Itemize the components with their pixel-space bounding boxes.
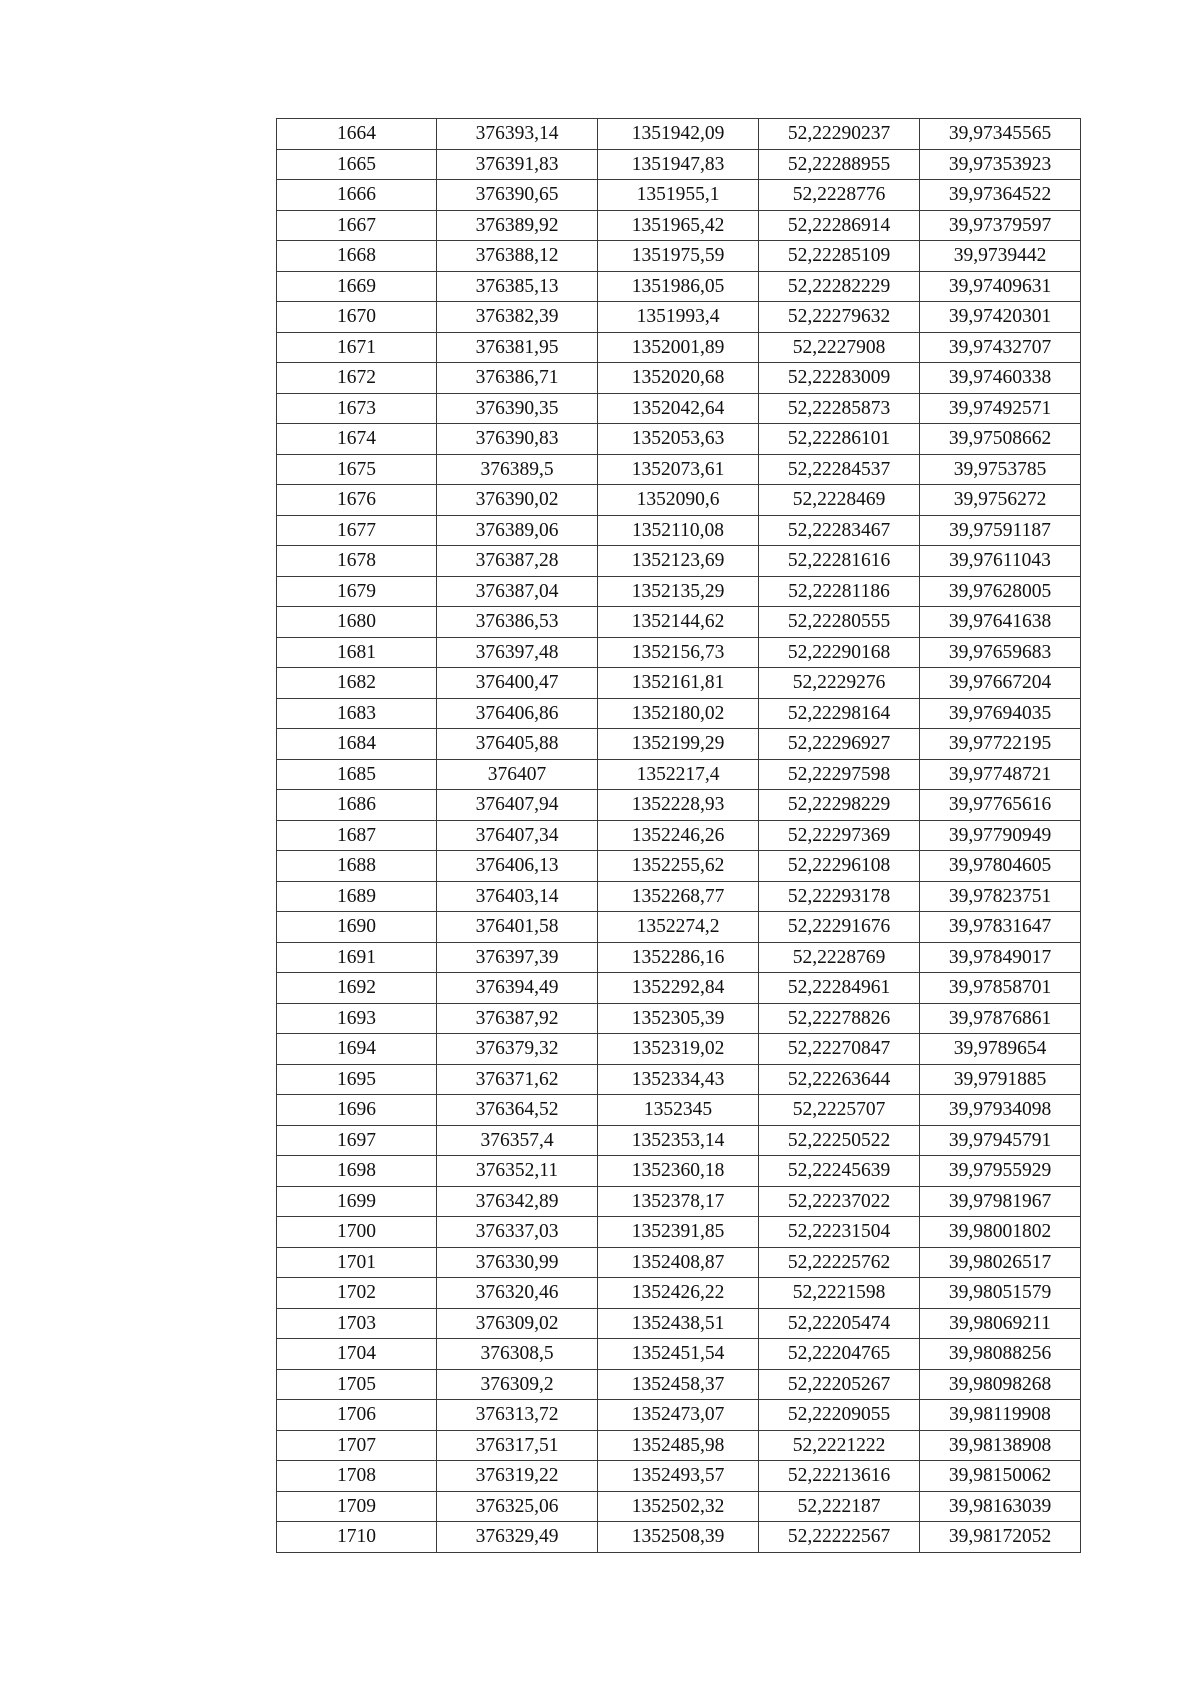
latitude-cell: 52,22282229 [759, 271, 920, 302]
longitude-cell: 39,98051579 [920, 1278, 1081, 1309]
latitude-cell: 52,22293178 [759, 881, 920, 912]
table-row [277, 1095, 1081, 1126]
latitude-cell: 52,22290237 [759, 119, 920, 150]
latitude-cell: 52,22270847 [759, 1034, 920, 1065]
x-coordinate-cell: 376309,2 [437, 1369, 598, 1400]
table-row [277, 363, 1081, 394]
latitude-cell: 52,22283009 [759, 363, 920, 394]
longitude-cell: 39,97694035 [920, 698, 1081, 729]
point-number-cell: 1682 [277, 668, 437, 699]
y-coordinate-cell: 1352426,22 [598, 1278, 759, 1309]
table-row [277, 180, 1081, 211]
y-coordinate-cell: 1352053,63 [598, 424, 759, 455]
latitude-cell: 52,2221598 [759, 1278, 920, 1309]
table-row [277, 942, 1081, 973]
x-coordinate-cell: 376386,71 [437, 363, 598, 394]
longitude-cell: 39,97628005 [920, 576, 1081, 607]
y-coordinate-cell: 1352345 [598, 1095, 759, 1126]
table-row [277, 607, 1081, 638]
x-coordinate-cell: 376371,62 [437, 1064, 598, 1095]
longitude-cell: 39,98163039 [920, 1491, 1081, 1522]
point-number-cell: 1702 [277, 1278, 437, 1309]
point-number-cell: 1668 [277, 241, 437, 272]
x-coordinate-cell: 376394,49 [437, 973, 598, 1004]
x-coordinate-cell: 376401,58 [437, 912, 598, 943]
y-coordinate-cell: 1352438,51 [598, 1308, 759, 1339]
point-number-cell: 1686 [277, 790, 437, 821]
point-number-cell: 1691 [277, 942, 437, 973]
x-coordinate-cell: 376389,5 [437, 454, 598, 485]
table-row [277, 1369, 1081, 1400]
table-row [277, 1400, 1081, 1431]
longitude-cell: 39,97432707 [920, 332, 1081, 363]
x-coordinate-cell: 376320,46 [437, 1278, 598, 1309]
x-coordinate-cell: 376387,04 [437, 576, 598, 607]
coordinates-table-body [277, 119, 1081, 1553]
x-coordinate-cell: 376389,06 [437, 515, 598, 546]
table-row [277, 1064, 1081, 1095]
longitude-cell: 39,97934098 [920, 1095, 1081, 1126]
x-coordinate-cell: 376390,65 [437, 180, 598, 211]
longitude-cell: 39,97460338 [920, 363, 1081, 394]
longitude-cell: 39,97831647 [920, 912, 1081, 943]
x-coordinate-cell: 376407,94 [437, 790, 598, 821]
point-number-cell: 1677 [277, 515, 437, 546]
latitude-cell: 52,22281616 [759, 546, 920, 577]
latitude-cell: 52,22288955 [759, 149, 920, 180]
longitude-cell: 39,97591187 [920, 515, 1081, 546]
longitude-cell: 39,98150062 [920, 1461, 1081, 1492]
table-row [277, 454, 1081, 485]
point-number-cell: 1674 [277, 424, 437, 455]
point-number-cell: 1709 [277, 1491, 437, 1522]
point-number-cell: 1710 [277, 1522, 437, 1553]
point-number-cell: 1707 [277, 1430, 437, 1461]
latitude-cell: 52,22298164 [759, 698, 920, 729]
table-row [277, 1186, 1081, 1217]
longitude-cell: 39,9789654 [920, 1034, 1081, 1065]
latitude-cell: 52,2227908 [759, 332, 920, 363]
table-row [277, 393, 1081, 424]
x-coordinate-cell: 376364,52 [437, 1095, 598, 1126]
point-number-cell: 1667 [277, 210, 437, 241]
y-coordinate-cell: 1352378,17 [598, 1186, 759, 1217]
point-number-cell: 1693 [277, 1003, 437, 1034]
y-coordinate-cell: 1352228,93 [598, 790, 759, 821]
coordinates-table [276, 118, 1081, 1553]
y-coordinate-cell: 1352493,57 [598, 1461, 759, 1492]
longitude-cell: 39,97858701 [920, 973, 1081, 1004]
longitude-cell: 39,9753785 [920, 454, 1081, 485]
y-coordinate-cell: 1352274,2 [598, 912, 759, 943]
y-coordinate-cell: 1352123,69 [598, 546, 759, 577]
point-number-cell: 1671 [277, 332, 437, 363]
table-row [277, 271, 1081, 302]
table-row [277, 546, 1081, 577]
latitude-cell: 52,22225762 [759, 1247, 920, 1278]
point-number-cell: 1701 [277, 1247, 437, 1278]
y-coordinate-cell: 1351993,4 [598, 302, 759, 333]
y-coordinate-cell: 1352073,61 [598, 454, 759, 485]
y-coordinate-cell: 1352217,4 [598, 759, 759, 790]
latitude-cell: 52,22297369 [759, 820, 920, 851]
point-number-cell: 1706 [277, 1400, 437, 1431]
point-number-cell: 1665 [277, 149, 437, 180]
x-coordinate-cell: 376390,02 [437, 485, 598, 516]
latitude-cell: 52,22284961 [759, 973, 920, 1004]
table-row [277, 1491, 1081, 1522]
latitude-cell: 52,22250522 [759, 1125, 920, 1156]
point-number-cell: 1683 [277, 698, 437, 729]
longitude-cell: 39,97955929 [920, 1156, 1081, 1187]
table-row [277, 1217, 1081, 1248]
longitude-cell: 39,97420301 [920, 302, 1081, 333]
x-coordinate-cell: 376407 [437, 759, 598, 790]
x-coordinate-cell: 376342,89 [437, 1186, 598, 1217]
longitude-cell: 39,97508662 [920, 424, 1081, 455]
x-coordinate-cell: 376325,06 [437, 1491, 598, 1522]
x-coordinate-cell: 376390,35 [437, 393, 598, 424]
point-number-cell: 1679 [277, 576, 437, 607]
longitude-cell: 39,97353923 [920, 149, 1081, 180]
latitude-cell: 52,22298229 [759, 790, 920, 821]
latitude-cell: 52,22297598 [759, 759, 920, 790]
longitude-cell: 39,97981967 [920, 1186, 1081, 1217]
point-number-cell: 1704 [277, 1339, 437, 1370]
longitude-cell: 39,9739442 [920, 241, 1081, 272]
longitude-cell: 39,98119908 [920, 1400, 1081, 1431]
point-number-cell: 1664 [277, 119, 437, 150]
table-row [277, 1003, 1081, 1034]
point-number-cell: 1703 [277, 1308, 437, 1339]
latitude-cell: 52,22231504 [759, 1217, 920, 1248]
latitude-cell: 52,22204765 [759, 1339, 920, 1370]
point-number-cell: 1669 [277, 271, 437, 302]
y-coordinate-cell: 1352020,68 [598, 363, 759, 394]
longitude-cell: 39,97748721 [920, 759, 1081, 790]
table-row [277, 1461, 1081, 1492]
x-coordinate-cell: 376387,28 [437, 546, 598, 577]
x-coordinate-cell: 376329,49 [437, 1522, 598, 1553]
x-coordinate-cell: 376386,53 [437, 607, 598, 638]
x-coordinate-cell: 376393,14 [437, 119, 598, 150]
y-coordinate-cell: 1352451,54 [598, 1339, 759, 1370]
table-row [277, 241, 1081, 272]
x-coordinate-cell: 376391,83 [437, 149, 598, 180]
point-number-cell: 1695 [277, 1064, 437, 1095]
latitude-cell: 52,22296927 [759, 729, 920, 760]
table-row [277, 759, 1081, 790]
y-coordinate-cell: 1352502,32 [598, 1491, 759, 1522]
point-number-cell: 1684 [277, 729, 437, 760]
y-coordinate-cell: 1352360,18 [598, 1156, 759, 1187]
table-row [277, 790, 1081, 821]
table-row [277, 973, 1081, 1004]
longitude-cell: 39,97765616 [920, 790, 1081, 821]
table-row [277, 1308, 1081, 1339]
table-row [277, 698, 1081, 729]
point-number-cell: 1690 [277, 912, 437, 943]
point-number-cell: 1670 [277, 302, 437, 333]
x-coordinate-cell: 376317,51 [437, 1430, 598, 1461]
point-number-cell: 1689 [277, 881, 437, 912]
y-coordinate-cell: 1352391,85 [598, 1217, 759, 1248]
longitude-cell: 39,9756272 [920, 485, 1081, 516]
longitude-cell: 39,97667204 [920, 668, 1081, 699]
x-coordinate-cell: 376357,4 [437, 1125, 598, 1156]
point-number-cell: 1700 [277, 1217, 437, 1248]
y-coordinate-cell: 1352199,29 [598, 729, 759, 760]
x-coordinate-cell: 376337,03 [437, 1217, 598, 1248]
x-coordinate-cell: 376313,72 [437, 1400, 598, 1431]
y-coordinate-cell: 1351965,42 [598, 210, 759, 241]
latitude-cell: 52,22279632 [759, 302, 920, 333]
y-coordinate-cell: 1352255,62 [598, 851, 759, 882]
x-coordinate-cell: 376308,5 [437, 1339, 598, 1370]
y-coordinate-cell: 1352110,08 [598, 515, 759, 546]
latitude-cell: 52,22245639 [759, 1156, 920, 1187]
table-row [277, 210, 1081, 241]
table-row [277, 851, 1081, 882]
table-row [277, 332, 1081, 363]
y-coordinate-cell: 1351942,09 [598, 119, 759, 150]
x-coordinate-cell: 376352,11 [437, 1156, 598, 1187]
longitude-cell: 39,9791885 [920, 1064, 1081, 1095]
y-coordinate-cell: 1352305,39 [598, 1003, 759, 1034]
y-coordinate-cell: 1352156,73 [598, 637, 759, 668]
longitude-cell: 39,98098268 [920, 1369, 1081, 1400]
latitude-cell: 52,2228769 [759, 942, 920, 973]
table-row [277, 668, 1081, 699]
longitude-cell: 39,97409631 [920, 271, 1081, 302]
longitude-cell: 39,97364522 [920, 180, 1081, 211]
point-number-cell: 1680 [277, 607, 437, 638]
table-row [277, 576, 1081, 607]
table-row [277, 912, 1081, 943]
point-number-cell: 1694 [277, 1034, 437, 1065]
y-coordinate-cell: 1351955,1 [598, 180, 759, 211]
y-coordinate-cell: 1352353,14 [598, 1125, 759, 1156]
longitude-cell: 39,97611043 [920, 546, 1081, 577]
longitude-cell: 39,97379597 [920, 210, 1081, 241]
longitude-cell: 39,97849017 [920, 942, 1081, 973]
point-number-cell: 1688 [277, 851, 437, 882]
x-coordinate-cell: 376389,92 [437, 210, 598, 241]
longitude-cell: 39,98001802 [920, 1217, 1081, 1248]
latitude-cell: 52,2225707 [759, 1095, 920, 1126]
y-coordinate-cell: 1352268,77 [598, 881, 759, 912]
longitude-cell: 39,97641638 [920, 607, 1081, 638]
y-coordinate-cell: 1352458,37 [598, 1369, 759, 1400]
x-coordinate-cell: 376387,92 [437, 1003, 598, 1034]
x-coordinate-cell: 376403,14 [437, 881, 598, 912]
point-number-cell: 1685 [277, 759, 437, 790]
x-coordinate-cell: 376400,47 [437, 668, 598, 699]
y-coordinate-cell: 1352408,87 [598, 1247, 759, 1278]
x-coordinate-cell: 376406,13 [437, 851, 598, 882]
y-coordinate-cell: 1352286,16 [598, 942, 759, 973]
latitude-cell: 52,22222567 [759, 1522, 920, 1553]
table-row [277, 1278, 1081, 1309]
x-coordinate-cell: 376379,32 [437, 1034, 598, 1065]
y-coordinate-cell: 1352042,64 [598, 393, 759, 424]
longitude-cell: 39,97722195 [920, 729, 1081, 760]
latitude-cell: 52,22237022 [759, 1186, 920, 1217]
x-coordinate-cell: 376382,39 [437, 302, 598, 333]
y-coordinate-cell: 1352473,07 [598, 1400, 759, 1431]
table-row [277, 729, 1081, 760]
y-coordinate-cell: 1352485,98 [598, 1430, 759, 1461]
longitude-cell: 39,97823751 [920, 881, 1081, 912]
point-number-cell: 1708 [277, 1461, 437, 1492]
latitude-cell: 52,2228469 [759, 485, 920, 516]
x-coordinate-cell: 376406,86 [437, 698, 598, 729]
latitude-cell: 52,222187 [759, 1491, 920, 1522]
table-row [277, 1430, 1081, 1461]
table-row [277, 637, 1081, 668]
point-number-cell: 1705 [277, 1369, 437, 1400]
latitude-cell: 52,22290168 [759, 637, 920, 668]
latitude-cell: 52,22278826 [759, 1003, 920, 1034]
latitude-cell: 52,22280555 [759, 607, 920, 638]
point-number-cell: 1676 [277, 485, 437, 516]
point-number-cell: 1687 [277, 820, 437, 851]
point-number-cell: 1696 [277, 1095, 437, 1126]
table-row [277, 485, 1081, 516]
point-number-cell: 1698 [277, 1156, 437, 1187]
latitude-cell: 52,22286914 [759, 210, 920, 241]
table-row [277, 1522, 1081, 1553]
longitude-cell: 39,97492571 [920, 393, 1081, 424]
y-coordinate-cell: 1352090,6 [598, 485, 759, 516]
latitude-cell: 52,22284537 [759, 454, 920, 485]
table-row [277, 424, 1081, 455]
y-coordinate-cell: 1352180,02 [598, 698, 759, 729]
x-coordinate-cell: 376330,99 [437, 1247, 598, 1278]
x-coordinate-cell: 376319,22 [437, 1461, 598, 1492]
y-coordinate-cell: 1352246,26 [598, 820, 759, 851]
y-coordinate-cell: 1352001,89 [598, 332, 759, 363]
y-coordinate-cell: 1351947,83 [598, 149, 759, 180]
latitude-cell: 52,22205474 [759, 1308, 920, 1339]
y-coordinate-cell: 1352161,81 [598, 668, 759, 699]
y-coordinate-cell: 1352135,29 [598, 576, 759, 607]
longitude-cell: 39,98138908 [920, 1430, 1081, 1461]
y-coordinate-cell: 1352334,43 [598, 1064, 759, 1095]
longitude-cell: 39,97804605 [920, 851, 1081, 882]
latitude-cell: 52,22285109 [759, 241, 920, 272]
longitude-cell: 39,98026517 [920, 1247, 1081, 1278]
longitude-cell: 39,97945791 [920, 1125, 1081, 1156]
y-coordinate-cell: 1352144,62 [598, 607, 759, 638]
x-coordinate-cell: 376385,13 [437, 271, 598, 302]
x-coordinate-cell: 376397,39 [437, 942, 598, 973]
table-row [277, 119, 1081, 150]
x-coordinate-cell: 376407,34 [437, 820, 598, 851]
point-number-cell: 1697 [277, 1125, 437, 1156]
table-row [277, 881, 1081, 912]
latitude-cell: 52,22281186 [759, 576, 920, 607]
point-number-cell: 1699 [277, 1186, 437, 1217]
x-coordinate-cell: 376397,48 [437, 637, 598, 668]
latitude-cell: 52,2229276 [759, 668, 920, 699]
latitude-cell: 52,22213616 [759, 1461, 920, 1492]
latitude-cell: 52,22285873 [759, 393, 920, 424]
point-number-cell: 1675 [277, 454, 437, 485]
y-coordinate-cell: 1351975,59 [598, 241, 759, 272]
x-coordinate-cell: 376390,83 [437, 424, 598, 455]
x-coordinate-cell: 376405,88 [437, 729, 598, 760]
y-coordinate-cell: 1352508,39 [598, 1522, 759, 1553]
point-number-cell: 1673 [277, 393, 437, 424]
y-coordinate-cell: 1352319,02 [598, 1034, 759, 1065]
longitude-cell: 39,97790949 [920, 820, 1081, 851]
longitude-cell: 39,98172052 [920, 1522, 1081, 1553]
table-row [277, 1339, 1081, 1370]
longitude-cell: 39,97345565 [920, 119, 1081, 150]
table-row [277, 1034, 1081, 1065]
point-number-cell: 1681 [277, 637, 437, 668]
y-coordinate-cell: 1352292,84 [598, 973, 759, 1004]
point-number-cell: 1678 [277, 546, 437, 577]
table-row [277, 820, 1081, 851]
table-row [277, 149, 1081, 180]
latitude-cell: 52,22263644 [759, 1064, 920, 1095]
point-number-cell: 1692 [277, 973, 437, 1004]
point-number-cell: 1666 [277, 180, 437, 211]
latitude-cell: 52,22286101 [759, 424, 920, 455]
latitude-cell: 52,22209055 [759, 1400, 920, 1431]
latitude-cell: 52,2221222 [759, 1430, 920, 1461]
x-coordinate-cell: 376388,12 [437, 241, 598, 272]
longitude-cell: 39,97876861 [920, 1003, 1081, 1034]
table-row [277, 1156, 1081, 1187]
table-row [277, 302, 1081, 333]
latitude-cell: 52,22296108 [759, 851, 920, 882]
table-row [277, 515, 1081, 546]
table-row [277, 1247, 1081, 1278]
table-row [277, 1125, 1081, 1156]
latitude-cell: 52,22283467 [759, 515, 920, 546]
y-coordinate-cell: 1351986,05 [598, 271, 759, 302]
latitude-cell: 52,22205267 [759, 1369, 920, 1400]
x-coordinate-cell: 376309,02 [437, 1308, 598, 1339]
longitude-cell: 39,98088256 [920, 1339, 1081, 1370]
longitude-cell: 39,97659683 [920, 637, 1081, 668]
latitude-cell: 52,2228776 [759, 180, 920, 211]
x-coordinate-cell: 376381,95 [437, 332, 598, 363]
latitude-cell: 52,22291676 [759, 912, 920, 943]
point-number-cell: 1672 [277, 363, 437, 394]
longitude-cell: 39,98069211 [920, 1308, 1081, 1339]
